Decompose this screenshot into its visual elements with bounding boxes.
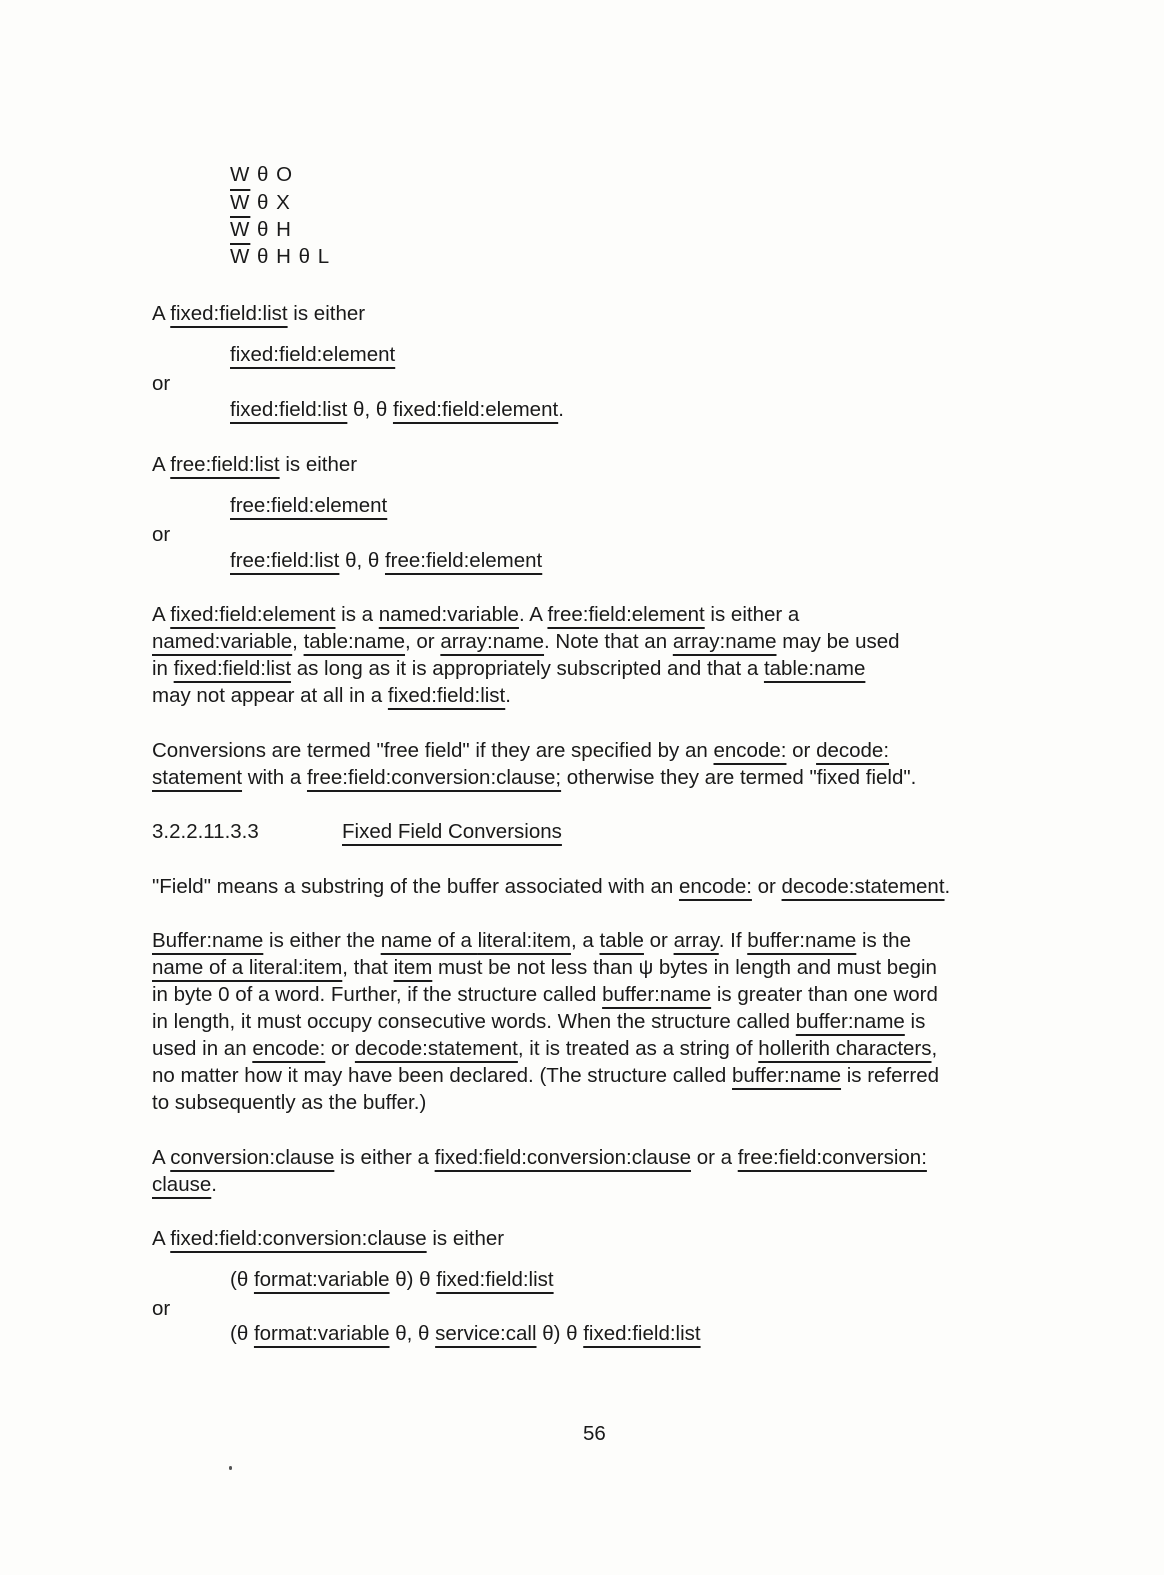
scan-speck xyxy=(229,1466,232,1470)
element-definition-paragraph: A fixed:field:element is a named:variable. A free:field:element is either a named:variable, table:name, or array:name. Note that an array:name may be used in fixed:field:list as long as it is appropriately subscripted and that a table:name may not appear at all in a fixed:field:list. xyxy=(152,603,900,707)
fixed-field-list-definition: A fixed:field:list is either xyxy=(152,302,366,325)
free-field-list-option-2: free:field:list θ, θ free:field:element xyxy=(230,549,543,572)
or-label: or xyxy=(152,1297,171,1320)
buffer-name-paragraph: Buffer:name is either the name of a literal:item, a table or array. If buffer:name is the name of a literal:item, that item must be not less than ψ bytes in length and must begin in byte 0 of a word. Further, if the structure called buffer:name is greater than one word in length, it must occupy consecutive words. When the structure called buffer:name is used in an encode: or decode:statement, it is treated as a string of hollerith characters, no matter how it may have been declared. (The structure called buffer:name is referred to subsequently as the buffer.) xyxy=(152,929,940,1114)
format-option-1: W θ O xyxy=(230,163,294,186)
fixed-field-list-option-2: fixed:field:list θ, θ fixed:field:element. xyxy=(230,398,564,421)
free-field-list-definition: A free:field:list is either xyxy=(152,453,358,476)
or-label: or xyxy=(152,372,171,395)
section-number: 3.2.2.11.3.3 xyxy=(152,820,259,843)
free-field-list-option-1: free:field:element xyxy=(230,494,388,517)
or-label: or xyxy=(152,523,171,546)
format-option-2: $\overline{W}$ θ X xyxy=(230,191,291,214)
format-option-3: $\overline{W}$ θ H xyxy=(230,218,292,241)
conversion-clause-option-2: (θ format:variable θ, θ service:call θ) θ fixed:field:list xyxy=(230,1322,701,1345)
page-number: 56 xyxy=(583,1422,606,1445)
conversion-clause-paragraph: A conversion:clause is either a fixed:field:conversion:clause or a free:field:conversion: clause. xyxy=(152,1146,927,1196)
conversions-paragraph: Conversions are termed "free field" if they are specified by an encode: or decode: statement with a free:field:conversion:clause; otherwise they are termed "fixed field". xyxy=(152,739,917,789)
conversion-clause-option-1: (θ format:variable θ) θ fixed:field:list xyxy=(230,1268,554,1291)
fixed-field-list-option-1: fixed:field:element xyxy=(230,343,396,366)
section-heading xyxy=(152,818,1092,845)
field-definition-paragraph: "Field" means a substring of the buffer associated with an encode: or decode:statement. xyxy=(152,875,951,898)
fixed-field-conversion-clause-definition: A fixed:field:conversion:clause is either xyxy=(152,1227,505,1250)
section-title: Fixed Field Conversions xyxy=(342,820,562,843)
format-option-4: $\overline{W}$ θ H θ L xyxy=(230,245,331,268)
